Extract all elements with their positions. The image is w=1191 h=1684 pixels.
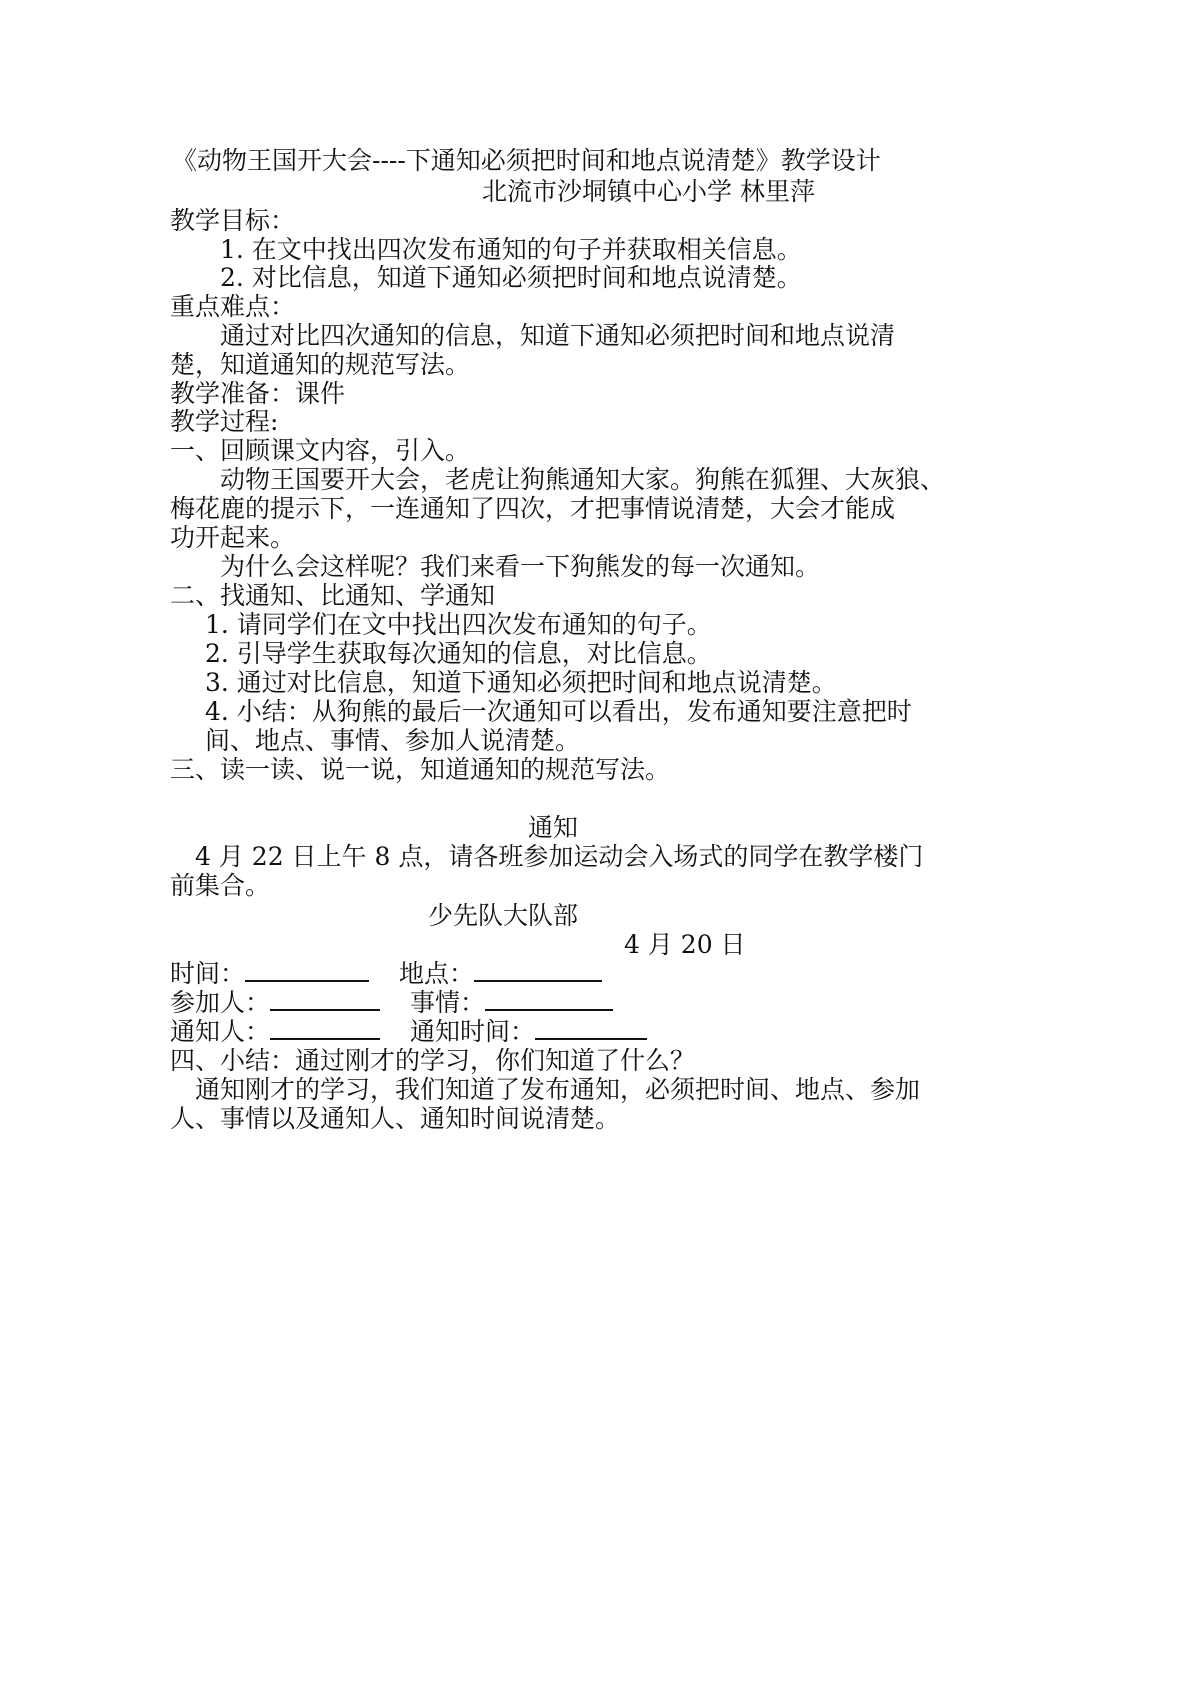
preparation-line: 教学准备：课件 (170, 379, 346, 408)
place-blank (474, 958, 602, 982)
section-1-text: 功开起来。 (170, 523, 296, 552)
place-label: 地点： (399, 959, 475, 988)
participants-label: 参加人： (170, 988, 271, 1017)
section-1-text: 动物王国要开大会，老虎让狗熊通知大家。狗熊在狐狸、大灰狼、 (220, 465, 946, 494)
objective-item: 2. 对比信息，知道下通知必须把时间和地点说清楚。 (220, 263, 802, 292)
fill-in-row-3 (170, 1016, 647, 1048)
section-1-text: 为什么会这样呢？我们来看一下狗熊发的每一次通知。 (220, 552, 821, 581)
key-points-text: 楚，知道通知的规范写法。 (170, 350, 471, 379)
notice-issuer: 少先队大队部 (428, 901, 579, 930)
event-label: 事情： (410, 988, 486, 1017)
section-1-text: 梅花鹿的提示下，一连通知了四次，才把事情说清楚，大会才能成 (170, 494, 896, 523)
notice-body: 4 月 22 日上午 8 点，请各班参加运动会入场式的同学在教学楼门 (195, 842, 924, 871)
section-2-heading: 二、找通知、比通知、学通知 (170, 581, 496, 610)
section-4-heading: 四、小结：通过刚才的学习，你们知道了什么？ (170, 1046, 696, 1075)
notifier-blank (270, 1016, 380, 1040)
notify-time-blank (535, 1016, 647, 1040)
section-4-text: 人、事情以及通知人、通知时间说清楚。 (170, 1104, 621, 1133)
time-label: 时间： (170, 959, 246, 988)
notice-date: 4 月 20 日 (624, 930, 746, 959)
section-2-item: 间、地点、事情、参加人说清楚。 (205, 726, 581, 755)
notifier-label: 通知人： (170, 1017, 271, 1046)
event-blank (485, 987, 613, 1011)
section-2-item: 3. 通过对比信息，知道下通知必须把时间和地点说清楚。 (205, 668, 837, 697)
time-blank (245, 958, 369, 982)
section-3-heading: 三、读一读、说一说，知道通知的规范写法。 (170, 755, 671, 784)
process-heading: 教学过程: (170, 407, 279, 436)
section-2-item: 2. 引导学生获取每次通知的信息，对比信息。 (205, 639, 712, 668)
notify-time-label: 通知时间： (410, 1017, 536, 1046)
key-points-text: 通过对比四次通知的信息，知道下通知必须把时间和地点说清 (220, 321, 896, 350)
author-line: 北流市沙垌镇中心小学 林里萍 (482, 177, 815, 206)
notice-body: 前集合。 (170, 871, 271, 900)
objectives-heading: 教学目标： (170, 206, 296, 235)
section-2-item: 1. 请同学们在文中找出四次发布通知的句子。 (205, 610, 712, 639)
document-title: 《动物王国开大会----下通知必须把时间和地点说清楚》教学设计 (172, 146, 881, 175)
fill-in-row-1 (170, 958, 602, 990)
section-2-item: 4. 小结：从狗熊的最后一次通知可以看出，发布通知要注意把时 (205, 697, 912, 726)
objective-item: 1. 在文中找出四次发布通知的句子并获取相关信息。 (220, 235, 802, 264)
fill-in-row-2 (170, 987, 613, 1019)
section-1-heading: 一、回顾课文内容，引入。 (170, 436, 471, 465)
key-points-heading: 重点难点： (170, 292, 296, 321)
notice-title: 通知 (528, 813, 579, 842)
participants-blank (270, 987, 380, 1011)
section-4-text: 通知刚才的学习，我们知道了发布通知，必须把时间、地点、参加 (195, 1075, 921, 1104)
